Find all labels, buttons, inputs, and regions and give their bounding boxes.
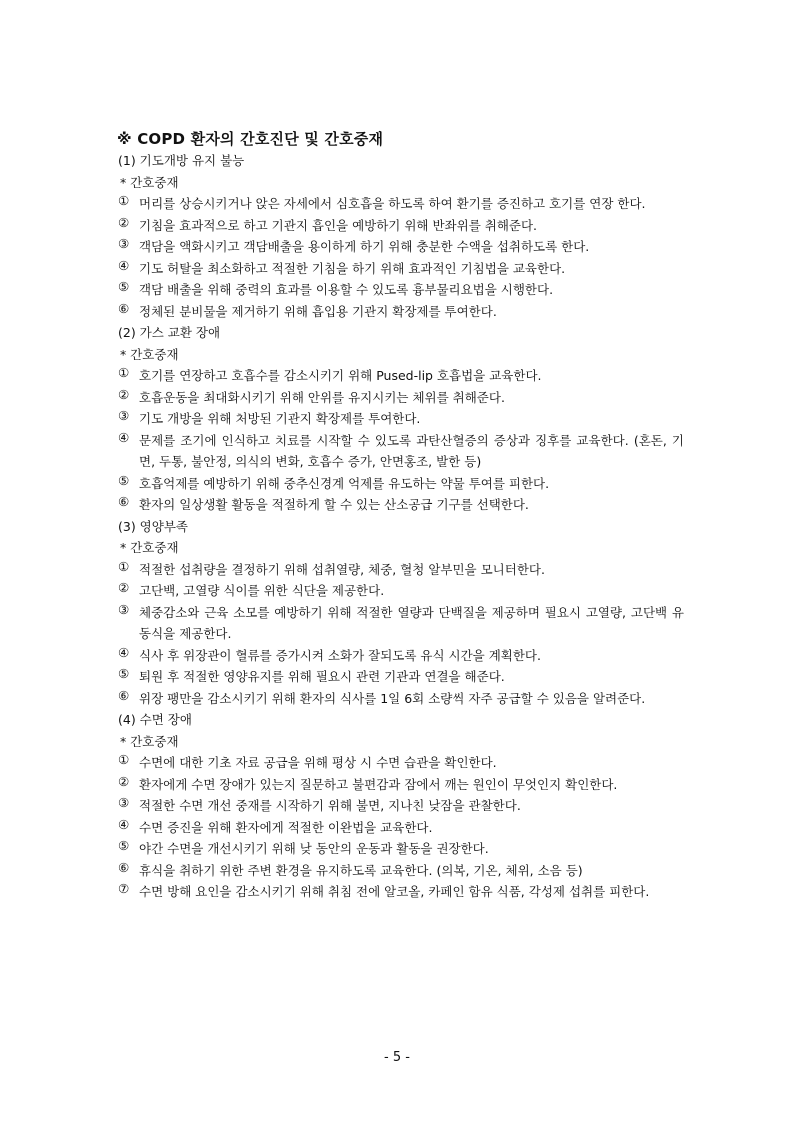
list-item-number: ③ <box>118 408 130 423</box>
section-heading: (3) 영양부족 <box>118 518 188 534</box>
section-heading: (4) 수면 장애 <box>118 712 192 727</box>
list-item-text: 환자의 일상생활 활동을 적절하게 할 수 있는 산소공급 기구를 선택한다. <box>139 497 529 512</box>
list-item-number: ⑤ <box>118 666 130 681</box>
list-item <box>118 193 684 215</box>
document-body <box>118 150 684 903</box>
list-item <box>118 559 684 581</box>
section <box>118 516 684 710</box>
list-item-number: ② <box>118 773 130 789</box>
list-item-text: 호흡운동을 최대화시키기 위해 안위를 유지시키는 체위를 취해준다. <box>139 389 505 405</box>
list-item-text: 수면 방해 요인을 감소시키기 위해 취침 전에 알코올, 카페인 함유 식품, 각성제 섭취를 피한다. <box>139 884 650 899</box>
list-item <box>118 645 684 667</box>
list-item-text: 호흡억제를 예방하기 위해 중추신경계 억제를 유도하는 약물 투여를 피한다. <box>139 475 550 491</box>
list-item-number: ⑤ <box>118 838 130 853</box>
list-item-text: 적절한 수면 개선 중재를 시작하기 위해 불면, 지나친 낮잠을 관찰한다. <box>139 798 521 813</box>
list-item-text: 퇴원 후 적절한 영양유지를 위해 필요시 관련 기관과 연결을 해준다. <box>139 669 505 684</box>
list-item-number: ④ <box>118 257 130 273</box>
list-item-text: 고단백, 고열량 식이를 위한 식단을 제공한다. <box>139 583 385 598</box>
list-item-text: 식사 후 위장관이 혈류를 증가시켜 소화가 잘되도록 유식 시간을 계획한다. <box>139 647 541 663</box>
list-item-text: 기침을 효과적으로 하고 기관지 흡인을 예방하기 위해 반좌위를 취해준다. <box>139 217 538 233</box>
list-item-text: 객담을 액화시키고 객담배출을 용이하게 하기 위해 충분한 수액을 섭취하도록 한다. <box>139 239 590 254</box>
list-item-text: 체중감소와 근육 소모를 예방하기 위해 적절한 열량과 단백질을 제공하며 필요시 고열량, 고단백 유동식을 제공한다. <box>139 604 684 641</box>
list-item-text: 환자에게 수면 장애가 있는지 질문하고 불편감과 잠에서 깨는 원인이 무엇인지 확인한다. <box>139 776 618 792</box>
section <box>118 150 684 322</box>
list-item <box>118 408 684 430</box>
page-number: - 5 - <box>384 1050 410 1065</box>
list-item-text: 머리를 상승시키거나 앉은 자세에서 심호흡을 하도록 하여 환기를 증진하고 호기를 연장 한다. <box>139 196 646 211</box>
subheading-nursing-intervention: * 간호중재 <box>120 733 179 749</box>
list-item-number: ⑤ <box>118 472 130 488</box>
list-item-text: 야간 수면을 개선시키기 위해 낮 동안의 운동과 활동을 권장한다. <box>139 841 489 856</box>
list-item-number: ④ <box>118 644 130 660</box>
list-item-text: 위장 팽만을 감소시키기 위해 환자의 식사를 1일 6회 소량씩 자주 공급할 수 있음을 알려준다. <box>139 690 646 706</box>
list-item-number: ③ <box>118 236 130 251</box>
list-item <box>118 279 684 301</box>
list-item <box>118 881 684 903</box>
list-item-number: ① <box>118 558 130 574</box>
section-heading: (2) 가스 교환 장애 <box>118 325 221 340</box>
list-item <box>118 666 684 688</box>
list-item-number: ③ <box>118 795 130 810</box>
list-item-number: ⑦ <box>118 881 130 896</box>
section <box>118 709 684 903</box>
list-item-number: ⑥ <box>118 687 130 703</box>
list-item-number: ⑤ <box>118 279 130 294</box>
list-item-text: 호기를 연장하고 호흡수를 감소시키기 위해 Pused-lip 호흡법을 교육한다. <box>139 368 542 383</box>
list-item-number: ⑥ <box>118 494 130 509</box>
section-heading: (1) 기도개방 유지 불능 <box>118 153 245 168</box>
list-item <box>118 430 684 473</box>
list-item <box>118 860 684 882</box>
list-item-number: ④ <box>118 429 130 445</box>
list-item <box>118 688 684 710</box>
list-item-number: ① <box>118 193 130 208</box>
list-item-text: 수면 증진을 위해 환자에게 적절한 이완법을 교육한다. <box>139 819 433 835</box>
list-item <box>118 365 684 387</box>
list-item-text: 기도 허탈을 최소화하고 적절한 기침을 하기 위해 효과적인 기침법을 교육한다. <box>139 260 566 276</box>
list-item <box>118 580 684 602</box>
subheading-nursing-intervention: * 간호중재 <box>120 174 179 190</box>
list-item <box>118 752 684 774</box>
list-item-number: ② <box>118 386 130 402</box>
subheading-nursing-intervention: * 간호중재 <box>120 540 179 555</box>
section <box>118 322 684 516</box>
list-item-text: 기도 개방을 위해 처방된 기관지 확장제를 투여한다. <box>139 411 421 426</box>
list-item-text: 객담 배출을 위해 중력의 효과를 이용할 수 있도록 흉부물리요법을 시행한다. <box>139 282 554 297</box>
list-item <box>118 817 684 839</box>
list-item-number: ⑥ <box>118 859 130 875</box>
list-item-number: ④ <box>118 816 130 832</box>
list-item-number: ③ <box>118 601 130 617</box>
list-item <box>118 602 684 645</box>
list-item-number: ⑥ <box>118 300 130 316</box>
list-item <box>118 838 684 860</box>
subheading-nursing-intervention: * 간호중재 <box>120 346 179 362</box>
list-item-number: ② <box>118 580 130 595</box>
page-title: ※ COPD 환자의 간호진단 및 간호중재 <box>117 130 384 148</box>
list-item <box>118 236 684 258</box>
list-item-text: 수면에 대한 기초 자료 공급을 위해 평상 시 수면 습관을 확인한다. <box>139 755 497 770</box>
list-item <box>118 795 684 817</box>
list-item-text: 휴식을 취하기 위한 주변 환경을 유지하도록 교육한다. (의복, 기온, 체위, 소음 등) <box>139 862 583 878</box>
list-item-number: ① <box>118 752 130 767</box>
list-item <box>118 494 684 516</box>
list-item-text: 적절한 섭취량을 결정하기 위해 섭취열량, 체중, 혈청 알부민을 모니터한다. <box>139 561 545 577</box>
list-item-number: ② <box>118 214 130 230</box>
list-item <box>118 301 684 323</box>
list-item <box>118 258 684 280</box>
list-item <box>118 473 684 495</box>
list-item-number: ① <box>118 365 130 380</box>
list-item-text: 문제를 조기에 인식하고 치료를 시작할 수 있도록 과탄산혈증의 증상과 징후를 교육한다. (혼돈, 기면, 두통, 불안정, 의식의 변화, 호흡수 증가, 안면홍조, 발한 등) <box>139 432 684 469</box>
list-item <box>118 387 684 409</box>
list-item <box>118 215 684 237</box>
list-item <box>118 774 684 796</box>
list-item-text: 정체된 분비물을 제거하기 위해 흡입용 기관지 확장제를 투여한다. <box>139 303 497 319</box>
